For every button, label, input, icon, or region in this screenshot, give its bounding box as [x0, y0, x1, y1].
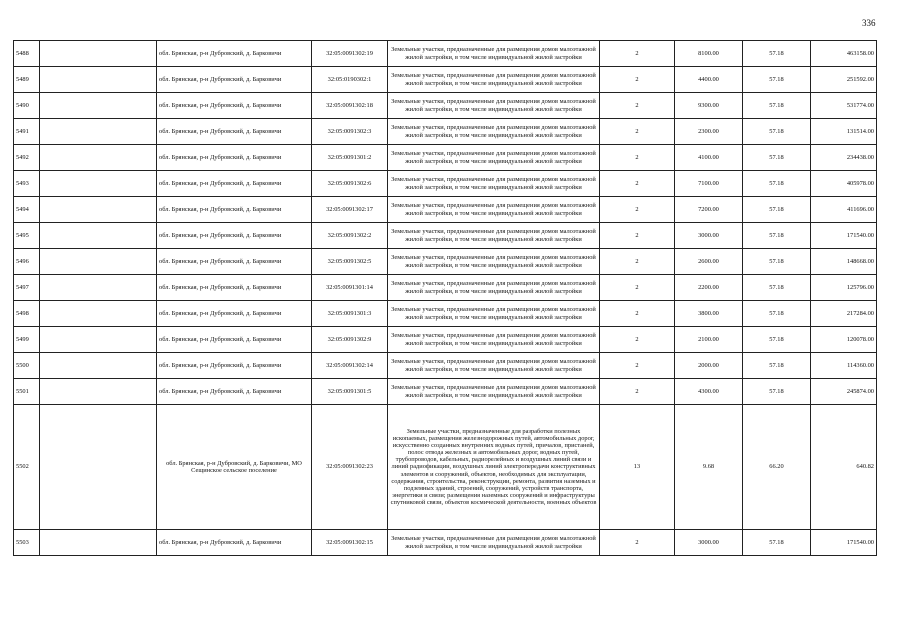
land-category-cell: Земельные участки, предназначенные для размещения домов малоэтажной жилой застройки, в том числе индивидуальной жилой застройки	[388, 530, 600, 556]
table-row	[14, 223, 877, 249]
cadastral-value-cell: 245874.00	[811, 379, 877, 405]
cadastral-number-cell: 32:05:0091301:3	[312, 301, 388, 327]
land-category-cell: Земельные участки, предназначенные для разработки полезных ископаемых, размещения железнодорожных путей, автомобильных дорог, искусственно созданных внутренних водных путей, причалов, пристаней, полос отвода железных и автомобильных дорог, водных путей, трубопроводов, кабельных, радиорелейных и воздушных линий связи и линий радиофикации, воздушных линий электропередачи конструктивных элементов и сооружений, объектов, необходимых для эксплуатации, содержания, строительства, реконструкции, ремонта, развития наземных и подземных зданий, строений, сооружений, устройств транспорта, энергетики и связи; размещения наземных сооружений и инфраструктуры спутниковой связи, объектов космической деятельности, военных объектов	[388, 405, 600, 530]
spacer-cell	[40, 379, 157, 405]
land-category-cell: Земельные участки, предназначенные для размещения домов малоэтажной жилой застройки, в том числе индивидуальной жилой застройки	[388, 171, 600, 197]
cadastral-value-cell: 531774.00	[811, 93, 877, 119]
table-row	[14, 119, 877, 145]
land-category-cell: Земельные участки, предназначенные для размещения домов малоэтажной жилой застройки, в том числе индивидуальной жилой застройки	[388, 379, 600, 405]
table-row	[14, 249, 877, 275]
group-number-cell: 2	[600, 197, 675, 223]
address-cell: обл. Брянская, р-н Дубровский, д. Барковичи	[157, 145, 312, 171]
specific-value-cell: 57.18	[743, 327, 811, 353]
address-cell: обл. Брянская, р-н Дубровский, д. Барковичи	[157, 249, 312, 275]
specific-value-cell: 57.18	[743, 223, 811, 249]
spacer-cell	[40, 119, 157, 145]
land-category-cell: Земельные участки, предназначенные для размещения домов малоэтажной жилой застройки, в том числе индивидуальной жилой застройки	[388, 275, 600, 301]
cadastral-number-cell: 32:05:0091302:15	[312, 530, 388, 556]
land-category-cell: Земельные участки, предназначенные для размещения домов малоэтажной жилой застройки, в том числе индивидуальной жилой застройки	[388, 301, 600, 327]
cadastral-number-cell: 32:05:0091301:2	[312, 145, 388, 171]
spacer-cell	[40, 171, 157, 197]
spacer-cell	[40, 530, 157, 556]
spacer-cell	[40, 93, 157, 119]
address-cell: обл. Брянская, р-н Дубровский, д. Барковичи	[157, 353, 312, 379]
row-number: 5493	[14, 171, 40, 197]
table-row	[14, 353, 877, 379]
cadastral-value-cell: 131514.00	[811, 119, 877, 145]
row-number: 5503	[14, 530, 40, 556]
row-number: 5496	[14, 249, 40, 275]
area-cell: 2600.00	[675, 249, 743, 275]
cadastral-value-cell: 114360.00	[811, 353, 877, 379]
specific-value-cell: 57.18	[743, 41, 811, 67]
cadastral-number-cell: 32:05:0091302:18	[312, 93, 388, 119]
spacer-cell	[40, 67, 157, 93]
cadastral-value-cell: 120078.00	[811, 327, 877, 353]
cadastral-value-cell: 463158.00	[811, 41, 877, 67]
address-cell: обл. Брянская, р-н Дубровский, д. Барковичи	[157, 41, 312, 67]
row-number: 5498	[14, 301, 40, 327]
specific-value-cell: 57.18	[743, 249, 811, 275]
group-number-cell: 2	[600, 41, 675, 67]
address-cell: обл. Брянская, р-н Дубровский, д. Барковичи	[157, 530, 312, 556]
specific-value-cell: 57.18	[743, 145, 811, 171]
row-number: 5501	[14, 379, 40, 405]
spacer-cell	[40, 275, 157, 301]
address-cell: обл. Брянская, р-н Дубровский, д. Барковичи	[157, 275, 312, 301]
land-category-cell: Земельные участки, предназначенные для размещения домов малоэтажной жилой застройки, в том числе индивидуальной жилой застройки	[388, 67, 600, 93]
spacer-cell	[40, 405, 157, 530]
specific-value-cell: 57.18	[743, 301, 811, 327]
cadastral-number-cell: 32:05:0091302:2	[312, 223, 388, 249]
land-category-cell: Земельные участки, предназначенные для размещения домов малоэтажной жилой застройки, в том числе индивидуальной жилой застройки	[388, 119, 600, 145]
address-cell: обл. Брянская, р-н Дубровский, д. Барковичи, МО Сещинское сельское поселение	[157, 405, 312, 530]
cadastral-number-cell: 32:05:0091302:9	[312, 327, 388, 353]
area-cell: 4300.00	[675, 379, 743, 405]
area-cell: 7100.00	[675, 171, 743, 197]
cadastral-number-cell: 32:05:0091302:14	[312, 353, 388, 379]
address-cell: обл. Брянская, р-н Дубровский, д. Барковичи	[157, 379, 312, 405]
cadastral-number-cell: 32:05:0091302:6	[312, 171, 388, 197]
table-row	[14, 530, 877, 556]
address-cell: обл. Брянская, р-н Дубровский, д. Барковичи	[157, 171, 312, 197]
area-cell: 2000.00	[675, 353, 743, 379]
area-cell: 7200.00	[675, 197, 743, 223]
cadastral-value-cell: 234438.00	[811, 145, 877, 171]
table-body	[14, 41, 877, 556]
cadastral-number-cell: 32:05:0091301:14	[312, 275, 388, 301]
table-row	[14, 301, 877, 327]
area-cell: 4400.00	[675, 67, 743, 93]
cadastral-number-cell: 32:05:0190302:1	[312, 67, 388, 93]
row-number: 5489	[14, 67, 40, 93]
area-cell: 4100.00	[675, 145, 743, 171]
specific-value-cell: 57.18	[743, 353, 811, 379]
address-cell: обл. Брянская, р-н Дубровский, д. Барковичи	[157, 197, 312, 223]
land-category-cell: Земельные участки, предназначенные для размещения домов малоэтажной жилой застройки, в том числе индивидуальной жилой застройки	[388, 93, 600, 119]
group-number-cell: 2	[600, 93, 675, 119]
spacer-cell	[40, 223, 157, 249]
address-cell: обл. Брянская, р-н Дубровский, д. Барковичи	[157, 93, 312, 119]
specific-value-cell: 57.18	[743, 275, 811, 301]
row-number: 5491	[14, 119, 40, 145]
group-number-cell: 2	[600, 67, 675, 93]
group-number-cell: 2	[600, 145, 675, 171]
land-category-cell: Земельные участки, предназначенные для размещения домов малоэтажной жилой застройки, в том числе индивидуальной жилой застройки	[388, 327, 600, 353]
area-cell: 3800.00	[675, 301, 743, 327]
row-number: 5492	[14, 145, 40, 171]
cadastral-value-cell: 411696.00	[811, 197, 877, 223]
specific-value-cell: 57.18	[743, 379, 811, 405]
group-number-cell: 13	[600, 405, 675, 530]
cadastral-value-cell: 251592.00	[811, 67, 877, 93]
address-cell: обл. Брянская, р-н Дубровский, д. Барковичи	[157, 223, 312, 249]
cadastral-number-cell: 32:05:0091302:23	[312, 405, 388, 530]
address-cell: обл. Брянская, р-н Дубровский, д. Барковичи	[157, 119, 312, 145]
address-cell: обл. Брянская, р-н Дубровский, д. Барковичи	[157, 67, 312, 93]
cadastral-number-cell: 32:05:0091302:5	[312, 249, 388, 275]
row-number: 5490	[14, 93, 40, 119]
row-number: 5502	[14, 405, 40, 530]
area-cell: 2100.00	[675, 327, 743, 353]
cadastral-value-cell: 171540.00	[811, 530, 877, 556]
group-number-cell: 2	[600, 379, 675, 405]
row-number: 5495	[14, 223, 40, 249]
group-number-cell: 2	[600, 223, 675, 249]
table-row	[14, 327, 877, 353]
area-cell: 9.68	[675, 405, 743, 530]
table-row	[14, 67, 877, 93]
specific-value-cell: 66.20	[743, 405, 811, 530]
spacer-cell	[40, 197, 157, 223]
row-number: 5497	[14, 275, 40, 301]
land-category-cell: Земельные участки, предназначенные для размещения домов малоэтажной жилой застройки, в том числе индивидуальной жилой застройки	[388, 197, 600, 223]
spacer-cell	[40, 353, 157, 379]
group-number-cell: 2	[600, 171, 675, 197]
cadastral-number-cell: 32:05:0091301:5	[312, 379, 388, 405]
land-category-cell: Земельные участки, предназначенные для размещения домов малоэтажной жилой застройки, в том числе индивидуальной жилой застройки	[388, 145, 600, 171]
cadastral-number-cell: 32:05:0091302:3	[312, 119, 388, 145]
cadastral-value-cell: 125796.00	[811, 275, 877, 301]
group-number-cell: 2	[600, 275, 675, 301]
specific-value-cell: 57.18	[743, 530, 811, 556]
area-cell: 3000.00	[675, 530, 743, 556]
row-number: 5499	[14, 327, 40, 353]
area-cell: 8100.00	[675, 41, 743, 67]
group-number-cell: 2	[600, 353, 675, 379]
specific-value-cell: 57.18	[743, 67, 811, 93]
group-number-cell: 2	[600, 249, 675, 275]
group-number-cell: 2	[600, 301, 675, 327]
specific-value-cell: 57.18	[743, 171, 811, 197]
land-category-cell: Земельные участки, предназначенные для размещения домов малоэтажной жилой застройки, в том числе индивидуальной жилой застройки	[388, 249, 600, 275]
cadastral-value-cell: 171540.00	[811, 223, 877, 249]
cadastral-value-table	[13, 40, 877, 556]
spacer-cell	[40, 249, 157, 275]
cadastral-value-cell: 148668.00	[811, 249, 877, 275]
table-row	[14, 93, 877, 119]
group-number-cell: 2	[600, 119, 675, 145]
table-row	[14, 405, 877, 530]
table-row	[14, 171, 877, 197]
spacer-cell	[40, 41, 157, 67]
table-row	[14, 41, 877, 67]
specific-value-cell: 57.18	[743, 119, 811, 145]
address-cell: обл. Брянская, р-н Дубровский, д. Барковичи	[157, 301, 312, 327]
cadastral-value-cell: 217284.00	[811, 301, 877, 327]
table-row	[14, 275, 877, 301]
row-number: 5494	[14, 197, 40, 223]
page-number: 336	[862, 18, 876, 28]
group-number-cell: 2	[600, 327, 675, 353]
cadastral-value-cell: 405978.00	[811, 171, 877, 197]
address-cell: обл. Брянская, р-н Дубровский, д. Барковичи	[157, 327, 312, 353]
cadastral-value-cell: 640.82	[811, 405, 877, 530]
spacer-cell	[40, 301, 157, 327]
row-number: 5500	[14, 353, 40, 379]
cadastral-number-cell: 32:05:0091302:19	[312, 41, 388, 67]
specific-value-cell: 57.18	[743, 197, 811, 223]
spacer-cell	[40, 327, 157, 353]
specific-value-cell: 57.18	[743, 93, 811, 119]
table-row	[14, 145, 877, 171]
area-cell: 2300.00	[675, 119, 743, 145]
land-category-cell: Земельные участки, предназначенные для размещения домов малоэтажной жилой застройки, в том числе индивидуальной жилой застройки	[388, 41, 600, 67]
area-cell: 2200.00	[675, 275, 743, 301]
table-row	[14, 197, 877, 223]
area-cell: 3000.00	[675, 223, 743, 249]
area-cell: 9300.00	[675, 93, 743, 119]
group-number-cell: 2	[600, 530, 675, 556]
table-row	[14, 379, 877, 405]
land-category-cell: Земельные участки, предназначенные для размещения домов малоэтажной жилой застройки, в том числе индивидуальной жилой застройки	[388, 223, 600, 249]
land-category-cell: Земельные участки, предназначенные для размещения домов малоэтажной жилой застройки, в том числе индивидуальной жилой застройки	[388, 353, 600, 379]
spacer-cell	[40, 145, 157, 171]
cadastral-number-cell: 32:05:0091302:17	[312, 197, 388, 223]
row-number: 5488	[14, 41, 40, 67]
